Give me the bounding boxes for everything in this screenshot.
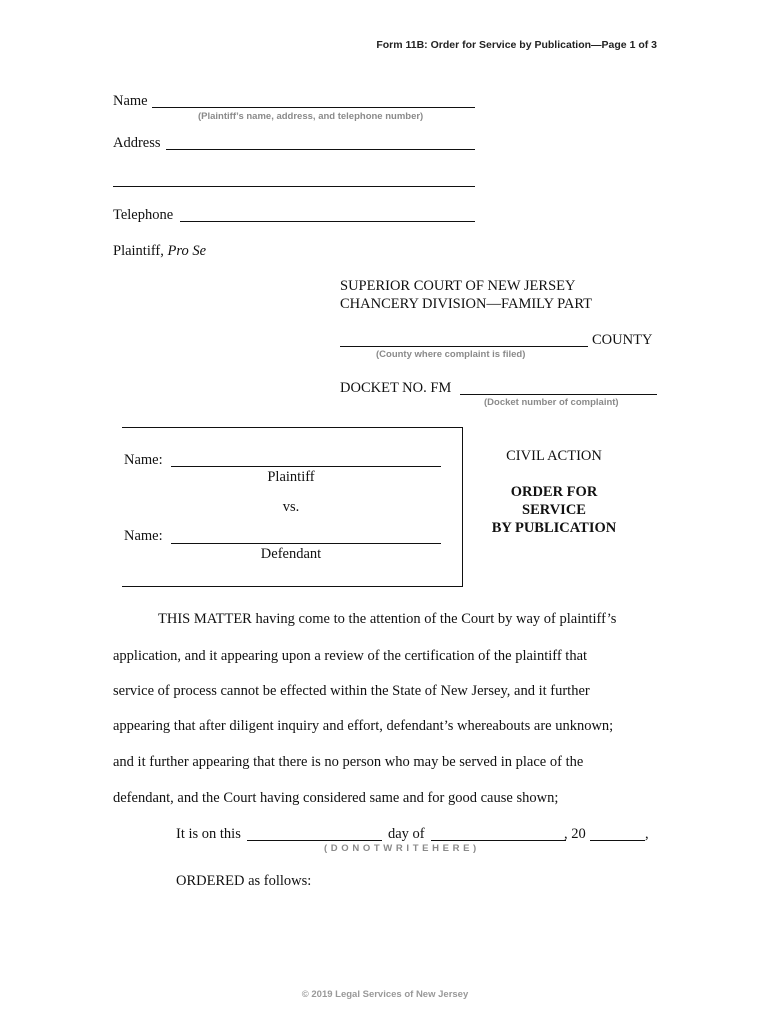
date-prefix: It is on this: [176, 826, 241, 842]
body-line: service of process cannot be effected within the State of New Jersey, and it further: [113, 683, 590, 699]
telephone-field-line[interactable]: [180, 221, 475, 222]
plaintiff-label-caption: Plaintiff: [267, 469, 315, 485]
plaintiff-name-line[interactable]: [171, 466, 441, 467]
address-field-line[interactable]: [166, 149, 475, 150]
address-label: Address: [113, 135, 161, 151]
day-of-label: day of: [388, 826, 425, 842]
form-header: Form 11B: Order for Service by Publication—Page 1 of 3: [376, 39, 657, 51]
pro-se-label: Pro Se: [167, 243, 207, 259]
docket-field-line[interactable]: [460, 394, 657, 395]
defendant-name-line[interactable]: [171, 543, 441, 544]
day-field-line[interactable]: [247, 840, 382, 841]
body-line: application, and it appearing upon a review of the certification of the plaintiff that: [113, 648, 588, 664]
body-line: defendant, and the Court having considered same and for good cause shown;: [113, 790, 559, 806]
date-end-comma: ,: [645, 826, 649, 842]
telephone-label: Telephone: [113, 207, 174, 223]
name-hint: (Plaintiff’s name, address, and telephone number): [198, 111, 424, 122]
versus-label: vs.: [282, 499, 300, 515]
body-line: appearing that after diligent inquiry and effort, defendant’s whereabouts are unknown;: [113, 718, 614, 734]
caption-name-label-1: Name:: [124, 452, 163, 468]
year-prefix: , 20: [564, 826, 586, 842]
docket-hint: (Docket number of complaint): [484, 397, 619, 408]
name-label: Name: [113, 93, 148, 109]
defendant-label-caption: Defendant: [260, 546, 322, 562]
order-title-line2: SERVICE: [522, 502, 586, 518]
order-title-line1: ORDER FOR: [510, 484, 598, 500]
month-field-line[interactable]: [431, 840, 566, 841]
docket-label: DOCKET NO. FM: [340, 380, 452, 396]
county-label: COUNTY: [592, 332, 653, 348]
plaintiff-pro-se: [113, 243, 206, 260]
county-field-line[interactable]: [340, 346, 588, 347]
caption-name-label-2: Name:: [124, 528, 163, 544]
year-field-line[interactable]: [590, 840, 645, 841]
do-not-write-hint: ( D O N O T W R I T E H E R E ): [324, 843, 477, 854]
court-name: SUPERIOR COURT OF NEW JERSEY: [340, 278, 576, 294]
county-hint: (County where complaint is filed): [376, 349, 526, 360]
civil-action-label: CIVIL ACTION: [506, 448, 602, 464]
plaintiff-label: Plaintiff,: [113, 243, 168, 259]
body-line: THIS MATTER having come to the attention of the Court by way of plaintiff’s: [158, 611, 617, 627]
copyright-footer: © 2019 Legal Services of New Jersey: [301, 989, 469, 1000]
order-title-line3: BY PUBLICATION: [491, 520, 617, 536]
body-line: and it further appearing that there is no person who may be served in place of the: [113, 754, 584, 770]
court-division: CHANCERY DIVISION—FAMILY PART: [340, 296, 592, 312]
ordered-label: ORDERED as follows:: [176, 873, 312, 889]
name-field-line[interactable]: [152, 107, 475, 108]
address-field-line-2[interactable]: [113, 186, 475, 187]
